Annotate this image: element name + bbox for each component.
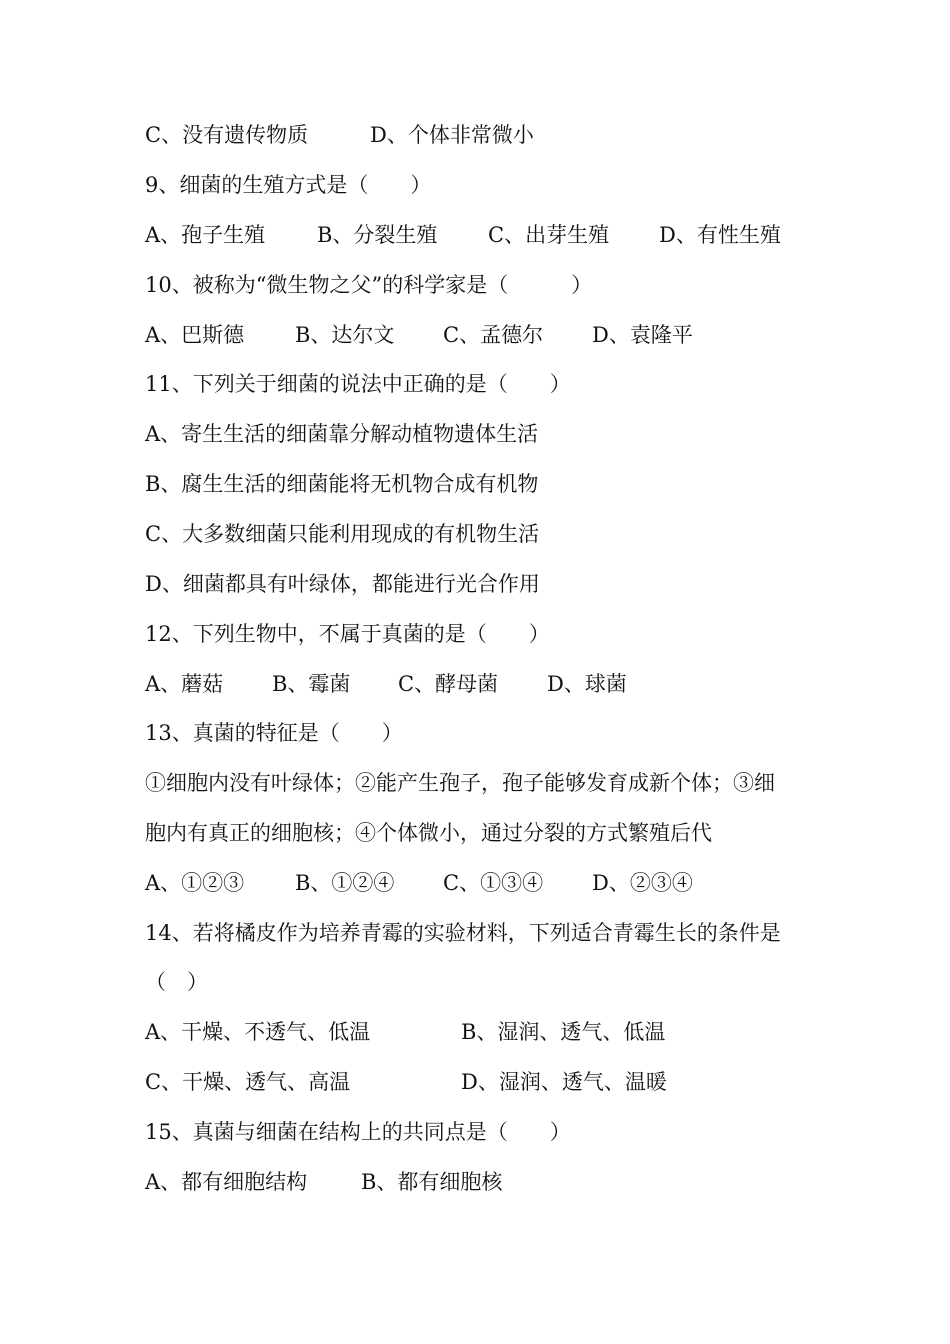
q12-option-a: A、蘑菇 [145, 672, 224, 696]
q15-option-a: A、都有细胞结构 [145, 1170, 308, 1194]
q14-stem: 14、若将橘皮作为培养青霉的实验材料，下列适合青霉生长的条件是 [145, 921, 781, 945]
q11-option-d: D、细菌都具有叶绿体，都能进行光合作用 [145, 572, 540, 596]
q10-option-c: C、孟德尔 [443, 323, 544, 347]
q13-body-line-2: 胞内有真正的细胞核；④个体微小，通过分裂的方式繁殖后代 [145, 821, 712, 845]
q12-options-row [145, 664, 627, 704]
q14-options-row-2 [145, 1062, 667, 1102]
q10-option-a: A、巴斯德 [145, 323, 245, 347]
q12-option-b: B、霉菌 [272, 672, 351, 696]
q13-option-a: A、①②③ [145, 871, 245, 895]
q13-option-d: D、②③④ [592, 871, 693, 895]
q12-stem: 12、下列生物中，不属于真菌的是（ ） [145, 622, 550, 646]
q9-stem: 9、细菌的生殖方式是（ ） [145, 173, 432, 197]
q14-option-b: B、湿润、透气、低温 [461, 1020, 666, 1044]
q13-option-b: B、①②④ [295, 871, 395, 895]
q8-option-d: D、个体非常微小 [370, 123, 534, 147]
q11-stem: 11、下列关于细菌的说法中正确的是（ ） [145, 372, 571, 396]
q11-option-c: C、大多数细菌只能利用现成的有机物生活 [145, 522, 540, 546]
q14-options-row-1 [145, 1012, 666, 1052]
q12-option-c: C、酵母菌 [398, 672, 499, 696]
q14-option-a: A、干燥、不透气、低温 [145, 1020, 371, 1044]
q11-option-b: B、腐生生活的细菌能将无机物合成有机物 [145, 472, 539, 496]
q10-options-row [145, 315, 693, 355]
q9-option-b: B、分裂生殖 [317, 223, 438, 247]
q9-option-c: C、出芽生殖 [488, 223, 610, 247]
q9-option-d: D、有性生殖 [659, 223, 781, 247]
q8-option-c: C、没有遗传物质 [145, 123, 309, 147]
q12-option-d: D、球菌 [547, 672, 627, 696]
q15-stem: 15、真菌与细菌在结构上的共同点是（ ） [145, 1120, 571, 1144]
q13-body-line-1: ①细胞内没有叶绿体；②能产生孢子，孢子能够发育成新个体；③细 [145, 771, 775, 795]
q9-options-row [145, 215, 781, 255]
q14-option-c: C、干燥、透气、高温 [145, 1070, 351, 1094]
q13-option-c: C、①③④ [443, 871, 544, 895]
q15-option-b: B、都有细胞核 [361, 1170, 503, 1194]
q13-options-row [145, 863, 693, 903]
q15-options-row [145, 1162, 503, 1202]
q11-option-a: A、寄生生活的细菌靠分解动植物遗体生活 [145, 422, 539, 446]
q10-option-b: B、达尔文 [295, 323, 395, 347]
q13-stem: 13、真菌的特征是（ ） [145, 721, 403, 745]
q8-options-row [145, 115, 534, 155]
q10-stem: 10、被称为“微生物之父”的科学家是（ ） [145, 273, 593, 297]
q14-option-d: D、湿润、透气、温暖 [461, 1070, 667, 1094]
q14-stem-continuation: （ ） [145, 970, 208, 994]
q10-option-d: D、袁隆平 [592, 323, 693, 347]
q9-option-a: A、孢子生殖 [145, 223, 266, 247]
